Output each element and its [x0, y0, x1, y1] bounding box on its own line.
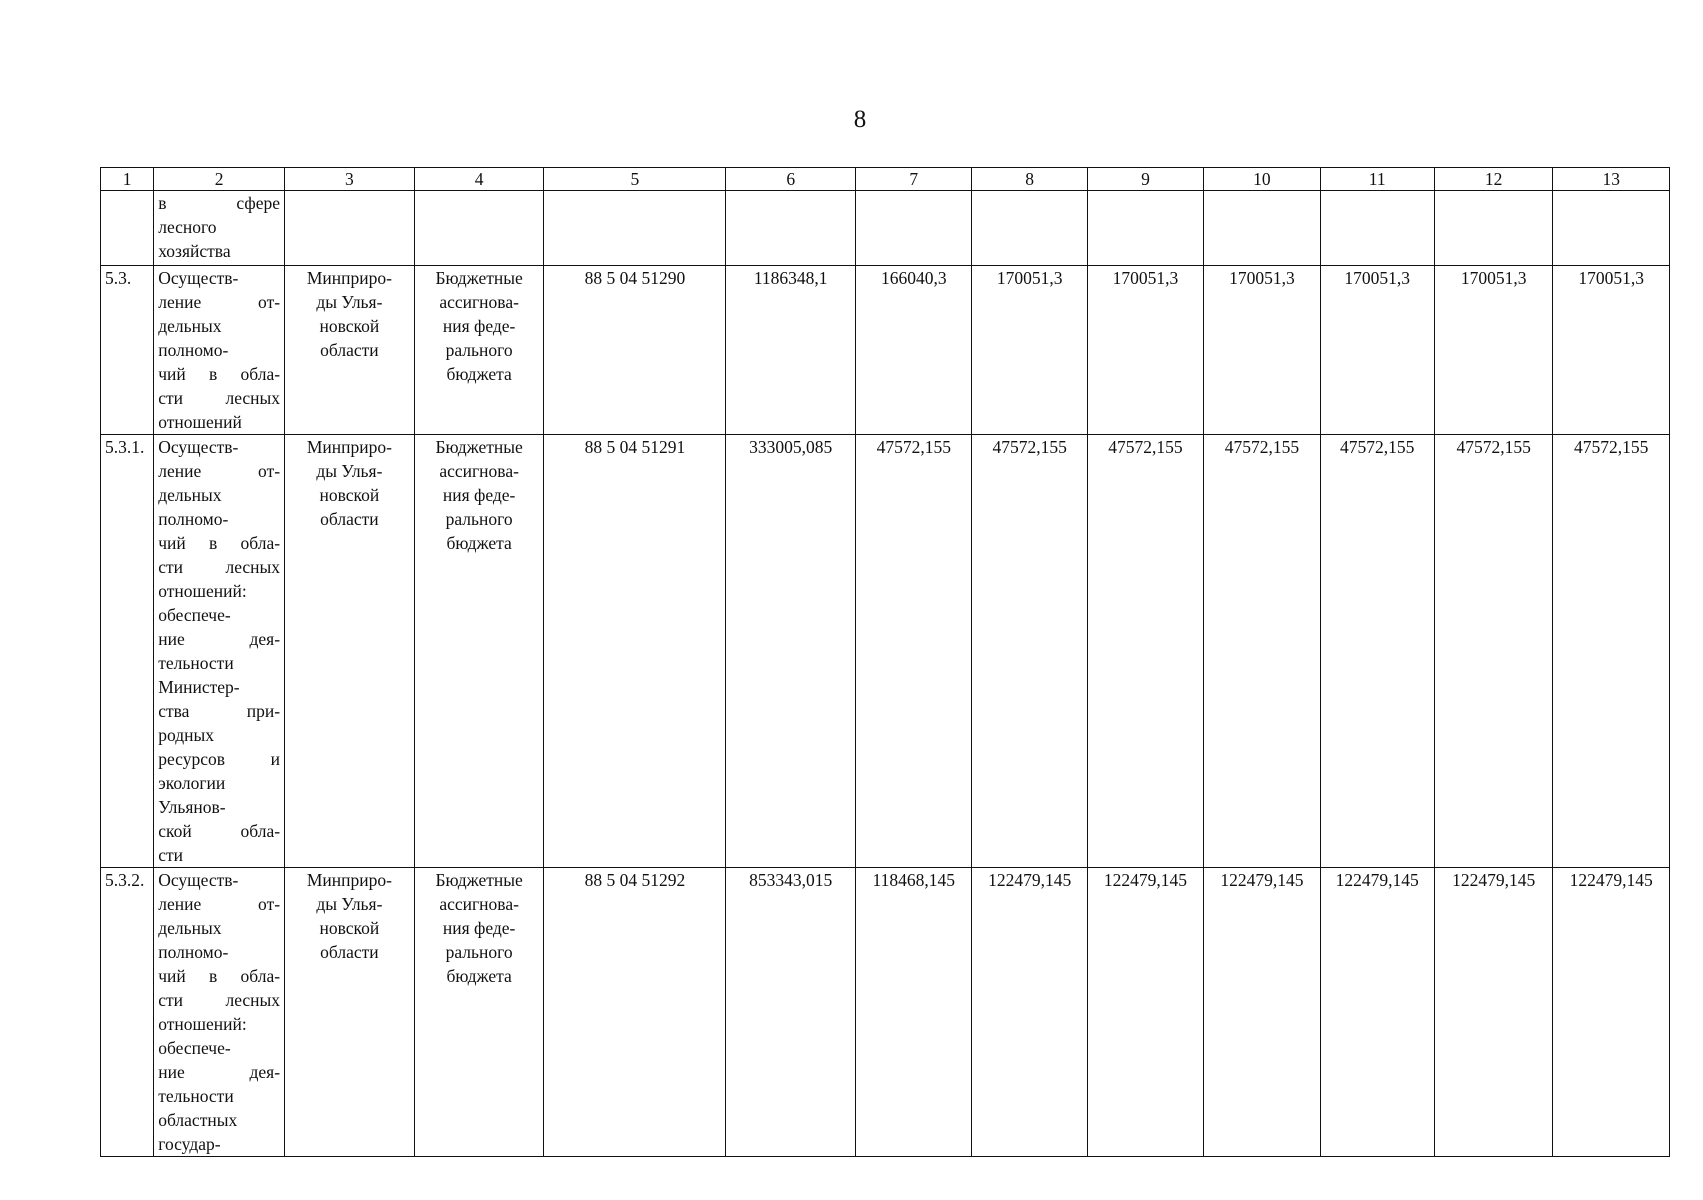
- row-year-value: 122479,145: [1553, 868, 1670, 1157]
- description-line: чий в обла-: [158, 533, 281, 553]
- description-line: дельных: [158, 485, 222, 505]
- row-year-value: 47572,155: [856, 435, 972, 868]
- description-line: ление от-: [158, 292, 281, 312]
- description-line: Осуществ-: [158, 437, 239, 457]
- column-header: 4: [414, 168, 544, 191]
- row-year-value: [972, 191, 1087, 266]
- funding-source-line: ния феде-: [442, 316, 516, 336]
- table-row: [101, 868, 1670, 1157]
- description-line: ства при-: [158, 701, 281, 721]
- row-year-value: [1204, 191, 1320, 266]
- row-executor: [285, 868, 415, 1157]
- row-executor: [285, 266, 415, 435]
- page-number: 8: [853, 106, 867, 133]
- funding-source-line: ассигнова-: [439, 461, 519, 481]
- row-year-value: 170051,3: [1087, 266, 1203, 435]
- funding-source-line: ассигнова-: [439, 292, 519, 312]
- column-header: 8: [972, 168, 1087, 191]
- column-number-row: [101, 168, 1670, 191]
- executor-line: новской: [319, 316, 380, 336]
- column-header: 9: [1087, 168, 1203, 191]
- funding-source-line: Бюджетные: [435, 437, 523, 457]
- column-header: 2: [154, 168, 285, 191]
- description-line: обеспече-: [158, 1038, 231, 1058]
- description-line: сти лесных: [158, 990, 281, 1010]
- description-line: полномо-: [158, 340, 229, 360]
- row-year-value: 47572,155: [972, 435, 1087, 868]
- description-line: отношений:: [158, 581, 247, 601]
- row-year-value: [856, 191, 972, 266]
- description-line: сти лесных: [158, 557, 281, 577]
- description-line: хозяйства: [158, 241, 231, 261]
- description-line: экологии: [158, 773, 226, 793]
- row-year-value: 47572,155: [1087, 435, 1203, 868]
- description-line: ние дея-: [158, 1062, 281, 1082]
- row-funding-source: [414, 435, 544, 868]
- description-line: полномо-: [158, 509, 229, 529]
- row-funding-source: [414, 868, 544, 1157]
- description-line: Осуществ-: [158, 870, 239, 890]
- column-header: 1: [101, 168, 154, 191]
- row-year-value: 122479,145: [972, 868, 1087, 1157]
- executor-line: ды Улья-: [316, 292, 383, 312]
- description-line: ление от-: [158, 894, 281, 914]
- description-line: Осуществ-: [158, 268, 239, 288]
- description-line: тельности: [158, 653, 234, 673]
- description-line: родных: [158, 725, 214, 745]
- funding-source-line: рального: [445, 942, 513, 962]
- column-header: 12: [1434, 168, 1553, 191]
- row-budget-code: 88 5 04 51292: [544, 868, 726, 1157]
- description-line: чий в обла-: [158, 966, 281, 986]
- funding-source-line: рального: [445, 509, 513, 529]
- row-number: [101, 191, 154, 266]
- row-year-value: 166040,3: [856, 266, 972, 435]
- funding-source-line: рального: [445, 340, 513, 360]
- executor-line: новской: [319, 485, 380, 505]
- row-year-value: 170051,3: [1204, 266, 1320, 435]
- description-line: Ульянов-: [158, 797, 226, 817]
- row-budget-code: [544, 191, 726, 266]
- column-header: 3: [285, 168, 415, 191]
- row-executor: [285, 435, 415, 868]
- row-year-value: 170051,3: [1553, 266, 1670, 435]
- row-year-value: 122479,145: [1204, 868, 1320, 1157]
- row-total-value: 853343,015: [726, 868, 856, 1157]
- row-year-value: 122479,145: [1087, 868, 1203, 1157]
- description-line: дельных: [158, 918, 222, 938]
- executor-line: Минприро-: [306, 268, 392, 288]
- funding-source-line: Бюджетные: [435, 870, 523, 890]
- description-line: ресурсов и: [158, 749, 281, 769]
- budget-table: [100, 167, 1670, 1157]
- funding-source-line: ния феде-: [442, 485, 516, 505]
- executor-line: области: [320, 509, 379, 529]
- executor-line: ды Улья-: [316, 894, 383, 914]
- row-year-value: [1087, 191, 1203, 266]
- funding-source-line: ния феде-: [442, 918, 516, 938]
- funding-source-line: бюджета: [446, 364, 512, 384]
- table-row: [101, 191, 1670, 266]
- funding-source-line: бюджета: [446, 533, 512, 553]
- description-line: обеспече-: [158, 605, 231, 625]
- row-total-value: 1186348,1: [726, 266, 856, 435]
- executor-line: новской: [319, 918, 380, 938]
- row-year-value: 47572,155: [1320, 435, 1434, 868]
- column-header: 13: [1553, 168, 1670, 191]
- row-year-value: 170051,3: [1320, 266, 1434, 435]
- row-budget-code: 88 5 04 51290: [544, 266, 726, 435]
- row-year-value: 47572,155: [1434, 435, 1553, 868]
- row-funding-source: [414, 266, 544, 435]
- description-line: дельных: [158, 316, 222, 336]
- column-header: 11: [1320, 168, 1434, 191]
- description-line: ние дея-: [158, 629, 281, 649]
- description-line: областных: [158, 1110, 238, 1130]
- row-budget-code: 88 5 04 51291: [544, 435, 726, 868]
- description-line: отношений:: [158, 1014, 247, 1034]
- description-line: ской обла-: [158, 821, 281, 841]
- row-funding-source: [414, 191, 544, 266]
- description-line: чий в обла-: [158, 364, 281, 384]
- row-year-value: [1434, 191, 1553, 266]
- row-year-value: 47572,155: [1553, 435, 1670, 868]
- row-description: [154, 266, 285, 435]
- description-line: отношений: [158, 412, 242, 432]
- funding-source-line: ассигнова-: [439, 894, 519, 914]
- row-year-value: 170051,3: [1434, 266, 1553, 435]
- row-description: [154, 868, 285, 1157]
- description-line: Министер-: [158, 677, 240, 697]
- executor-line: области: [320, 340, 379, 360]
- row-year-value: 170051,3: [972, 266, 1087, 435]
- executor-line: Минприро-: [306, 870, 392, 890]
- executor-line: Минприро-: [306, 437, 392, 457]
- table-body: [101, 191, 1670, 1157]
- funding-source-line: бюджета: [446, 966, 512, 986]
- column-header: 7: [856, 168, 972, 191]
- description-line: ление от-: [158, 461, 281, 481]
- row-year-value: 118468,145: [856, 868, 972, 1157]
- row-description: [154, 435, 285, 868]
- row-year-value: [1320, 191, 1434, 266]
- description-line: сти лесных: [158, 388, 281, 408]
- column-header: 10: [1204, 168, 1320, 191]
- column-header: 6: [726, 168, 856, 191]
- row-total-value: [726, 191, 856, 266]
- description-line: тельности: [158, 1086, 234, 1106]
- column-header: 5: [544, 168, 726, 191]
- executor-line: ды Улья-: [316, 461, 383, 481]
- row-executor: [285, 191, 415, 266]
- description-line: сти: [158, 845, 183, 865]
- description-line: государ-: [158, 1134, 221, 1154]
- description-line: лесного: [158, 217, 217, 237]
- row-year-value: 122479,145: [1320, 868, 1434, 1157]
- row-year-value: 122479,145: [1434, 868, 1553, 1157]
- row-year-value: 47572,155: [1204, 435, 1320, 868]
- row-number: 5.3.2.: [101, 868, 154, 1157]
- funding-source-line: Бюджетные: [435, 268, 523, 288]
- table-row: [101, 266, 1670, 435]
- description-line: полномо-: [158, 942, 229, 962]
- description-line: в сфере: [158, 193, 281, 213]
- executor-line: области: [320, 942, 379, 962]
- row-number: 5.3.: [101, 266, 154, 435]
- table-row: [101, 435, 1670, 868]
- row-number: 5.3.1.: [101, 435, 154, 868]
- row-description: [154, 191, 285, 266]
- row-year-value: [1553, 191, 1670, 266]
- row-total-value: 333005,085: [726, 435, 856, 868]
